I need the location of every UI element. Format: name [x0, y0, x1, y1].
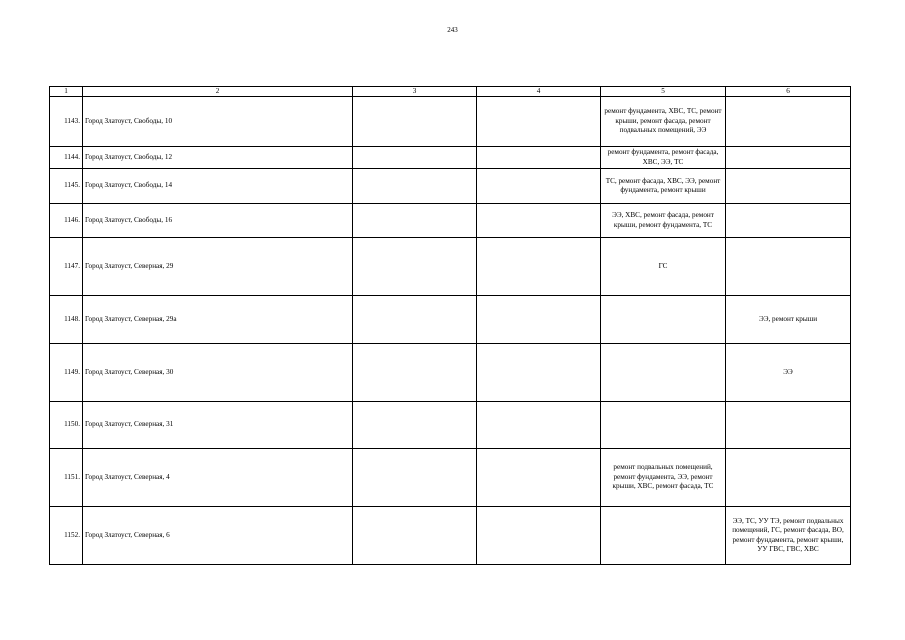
table-row [50, 238, 851, 296]
address-cell: Город Златоуст, Свободы, 10 [83, 97, 353, 147]
work-list-cell [601, 402, 726, 449]
column-header: 3 [353, 87, 477, 97]
work-list-cell: ремонт фундамента, ХВС, ТС, ремонт крыши, ремонт фасада, ремонт подвальных помещений, ЭЭ [601, 97, 726, 147]
row-number: 1146. [50, 204, 83, 238]
work-list-cell: ЭЭ [726, 344, 851, 402]
cell-col4 [477, 507, 601, 565]
cell-col4 [477, 296, 601, 344]
header-row [50, 87, 851, 97]
row-number: 1145. [50, 169, 83, 204]
row-number: 1144. [50, 147, 83, 169]
cell-col3 [353, 169, 477, 204]
cell-col3 [353, 344, 477, 402]
address-cell: Город Златоуст, Свободы, 14 [83, 169, 353, 204]
column-header: 1 [50, 87, 83, 97]
cell-col4 [477, 402, 601, 449]
cell-col3 [353, 402, 477, 449]
work-list-cell [726, 169, 851, 204]
work-list-cell [726, 402, 851, 449]
table-row [50, 507, 851, 565]
cell-col3 [353, 97, 477, 147]
address-cell: Город Златоуст, Северная, 29а [83, 296, 353, 344]
cell-col4 [477, 147, 601, 169]
row-number: 1149. [50, 344, 83, 402]
work-list-cell: ремонт подвальных помещений, ремонт фундамента, ЭЭ, ремонт крыши, ХВС, ремонт фасада, ТС [601, 449, 726, 507]
table-row [50, 169, 851, 204]
cell-col4 [477, 344, 601, 402]
table-row [50, 147, 851, 169]
address-cell: Город Златоуст, Свободы, 12 [83, 147, 353, 169]
row-number: 1150. [50, 402, 83, 449]
work-list-cell [601, 507, 726, 565]
work-list-cell: ТС, ремонт фасада, ХВС, ЭЭ, ремонт фундамента, ремонт крыши [601, 169, 726, 204]
cell-col3 [353, 204, 477, 238]
table-row [50, 204, 851, 238]
work-list-cell [726, 147, 851, 169]
row-number: 1148. [50, 296, 83, 344]
cell-col3 [353, 507, 477, 565]
address-cell: Город Златоуст, Северная, 31 [83, 402, 353, 449]
cell-col4 [477, 204, 601, 238]
work-list-cell [601, 296, 726, 344]
work-list-cell [726, 97, 851, 147]
work-list-cell [726, 204, 851, 238]
table-row [50, 344, 851, 402]
work-list-cell [726, 449, 851, 507]
work-list-cell: ЭЭ, ТС, УУ ТЭ, ремонт подвальных помещений, ГС, ремонт фасада, ВО, ремонт фундамента, ремонт крыши, УУ ГВС, ГВС, ХВС [726, 507, 851, 565]
column-header: 4 [477, 87, 601, 97]
cell-col3 [353, 238, 477, 296]
cell-col4 [477, 449, 601, 507]
work-list-cell: ремонт фундамента, ремонт фасада, ХВС, ЭЭ, ТС [601, 147, 726, 169]
column-header: 2 [83, 87, 353, 97]
table-row [50, 296, 851, 344]
column-header: 6 [726, 87, 851, 97]
cell-col3 [353, 296, 477, 344]
work-list-cell [726, 238, 851, 296]
row-number: 1152. [50, 507, 83, 565]
table-row [50, 402, 851, 449]
row-number: 1143. [50, 97, 83, 147]
page-number: 243 [447, 26, 458, 34]
work-list-cell: ГС [601, 238, 726, 296]
table-row [50, 97, 851, 147]
cell-col3 [353, 449, 477, 507]
cell-col4 [477, 169, 601, 204]
address-cell: Город Златоуст, Северная, 30 [83, 344, 353, 402]
work-list-cell: ЭЭ, ремонт крыши [726, 296, 851, 344]
address-cell: Город Златоуст, Северная, 29 [83, 238, 353, 296]
row-number: 1147. [50, 238, 83, 296]
work-list-cell [601, 344, 726, 402]
cell-col4 [477, 97, 601, 147]
row-number: 1151. [50, 449, 83, 507]
table-row [50, 449, 851, 507]
address-cell: Город Златоуст, Северная, 6 [83, 507, 353, 565]
cell-col4 [477, 238, 601, 296]
address-cell: Город Златоуст, Северная, 4 [83, 449, 353, 507]
work-list-cell: ЭЭ, ХВС, ремонт фасада, ремонт крыши, ремонт фундамента, ТС [601, 204, 726, 238]
address-cell: Город Златоуст, Свободы, 16 [83, 204, 353, 238]
cell-col3 [353, 147, 477, 169]
register-table [49, 86, 851, 565]
column-header: 5 [601, 87, 726, 97]
